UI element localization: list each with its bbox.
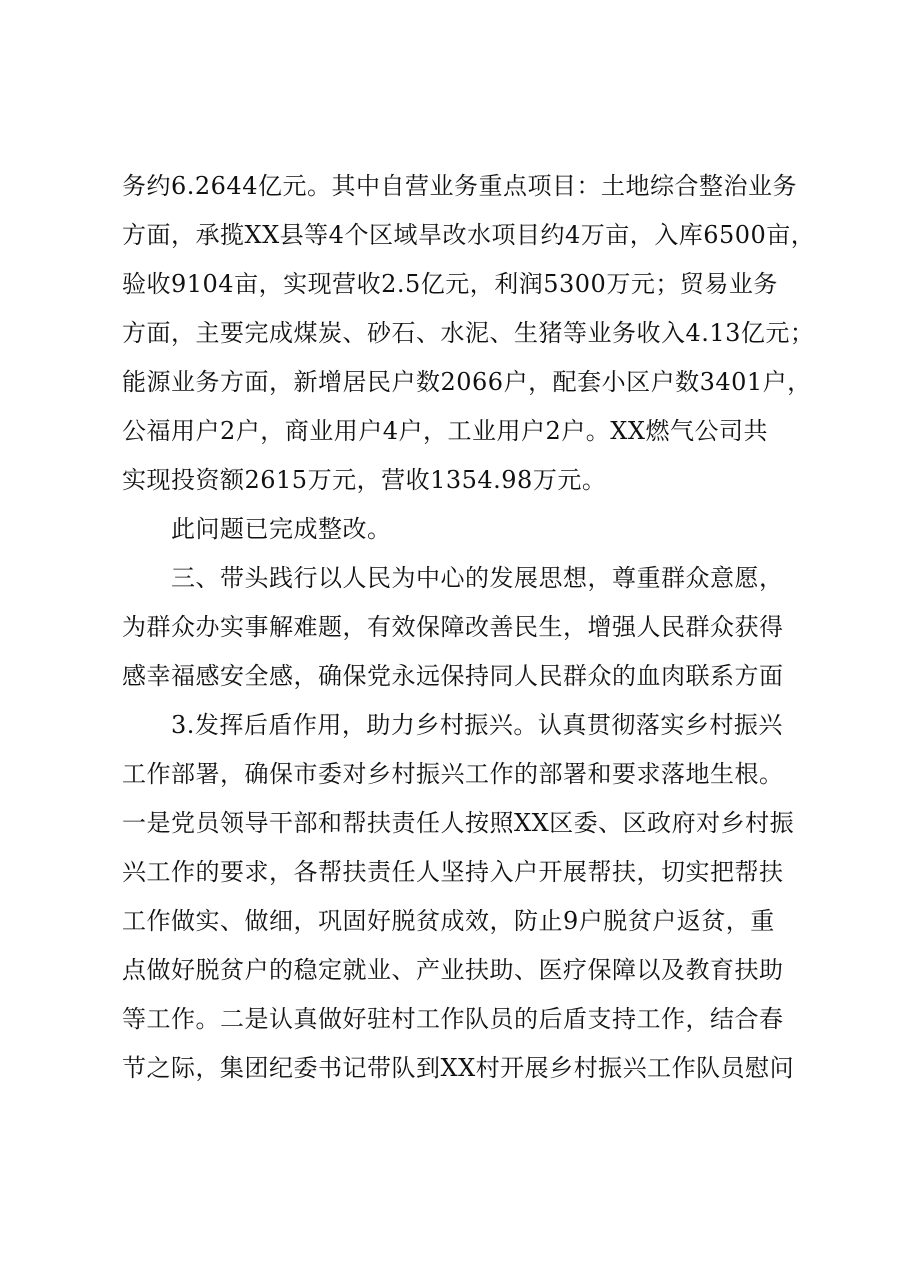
text-line: 工作部署，确保市委对乡村振兴工作的部署和要求落地生根。	[122, 760, 784, 788]
paragraph-status-line: 此问题已完成整改。	[122, 515, 392, 543]
text-line: 方面，主要完成煤炭、砂石、水泥、生猪等业务收入4.13亿元；	[122, 319, 815, 347]
section-heading-line: 为群众办实事解难题，有效保障改善民生，增强人民群众获得	[122, 613, 784, 641]
text-line: 兴工作的要求，各帮扶责任人坚持入户开展帮扶，切实把帮扶	[122, 858, 784, 886]
text-line: 3.发挥后盾作用，助力乡村振兴。认真贯彻落实乡村振兴	[122, 711, 783, 739]
text-line: 点做好脱贫户的稳定就业、产业扶助、医疗保障以及教育扶助	[122, 956, 784, 984]
text-line: 务约6.2644亿元。其中自营业务重点项目：土地综合整治业务	[122, 172, 797, 200]
text-line: 等工作。二是认真做好驻村工作队员的后盾支持工作，结合春	[122, 1005, 784, 1033]
text-line: 方面，承揽XX县等4个区域旱改水项目约4万亩，入库6500亩，	[122, 221, 816, 249]
text-line: 一是党员领导干部和帮扶责任人按照XX区委、区政府对乡村振	[122, 809, 795, 837]
text-line: 节之际，集团纪委书记带队到XX村开展乡村振兴工作队员慰问	[122, 1054, 795, 1082]
text-line: 实现投资额2615万元，营收1354.98万元。	[122, 466, 607, 494]
text-line: 能源业务方面，新增居民户数2066户，配套小区户数3401户，	[122, 368, 812, 396]
section-heading-line: 感幸福感安全感，确保党永远保持同人民群众的血肉联系方面	[122, 662, 784, 690]
text-line: 工作做实、做细，巩固好脱贫成效，防止9户脱贫户返贫，重	[122, 907, 775, 935]
text-line: 公福用户2户，商业用户4户，工业用户2户。XX燃气公司共	[122, 417, 768, 445]
text-line: 验收9104亩，实现营收2.5亿元，利润5300万元；贸易业务	[122, 270, 778, 298]
body-text	[122, 162, 816, 1093]
section-heading-line: 三、带头践行以人民为中心的发展思想，尊重群众意愿，	[122, 564, 784, 592]
